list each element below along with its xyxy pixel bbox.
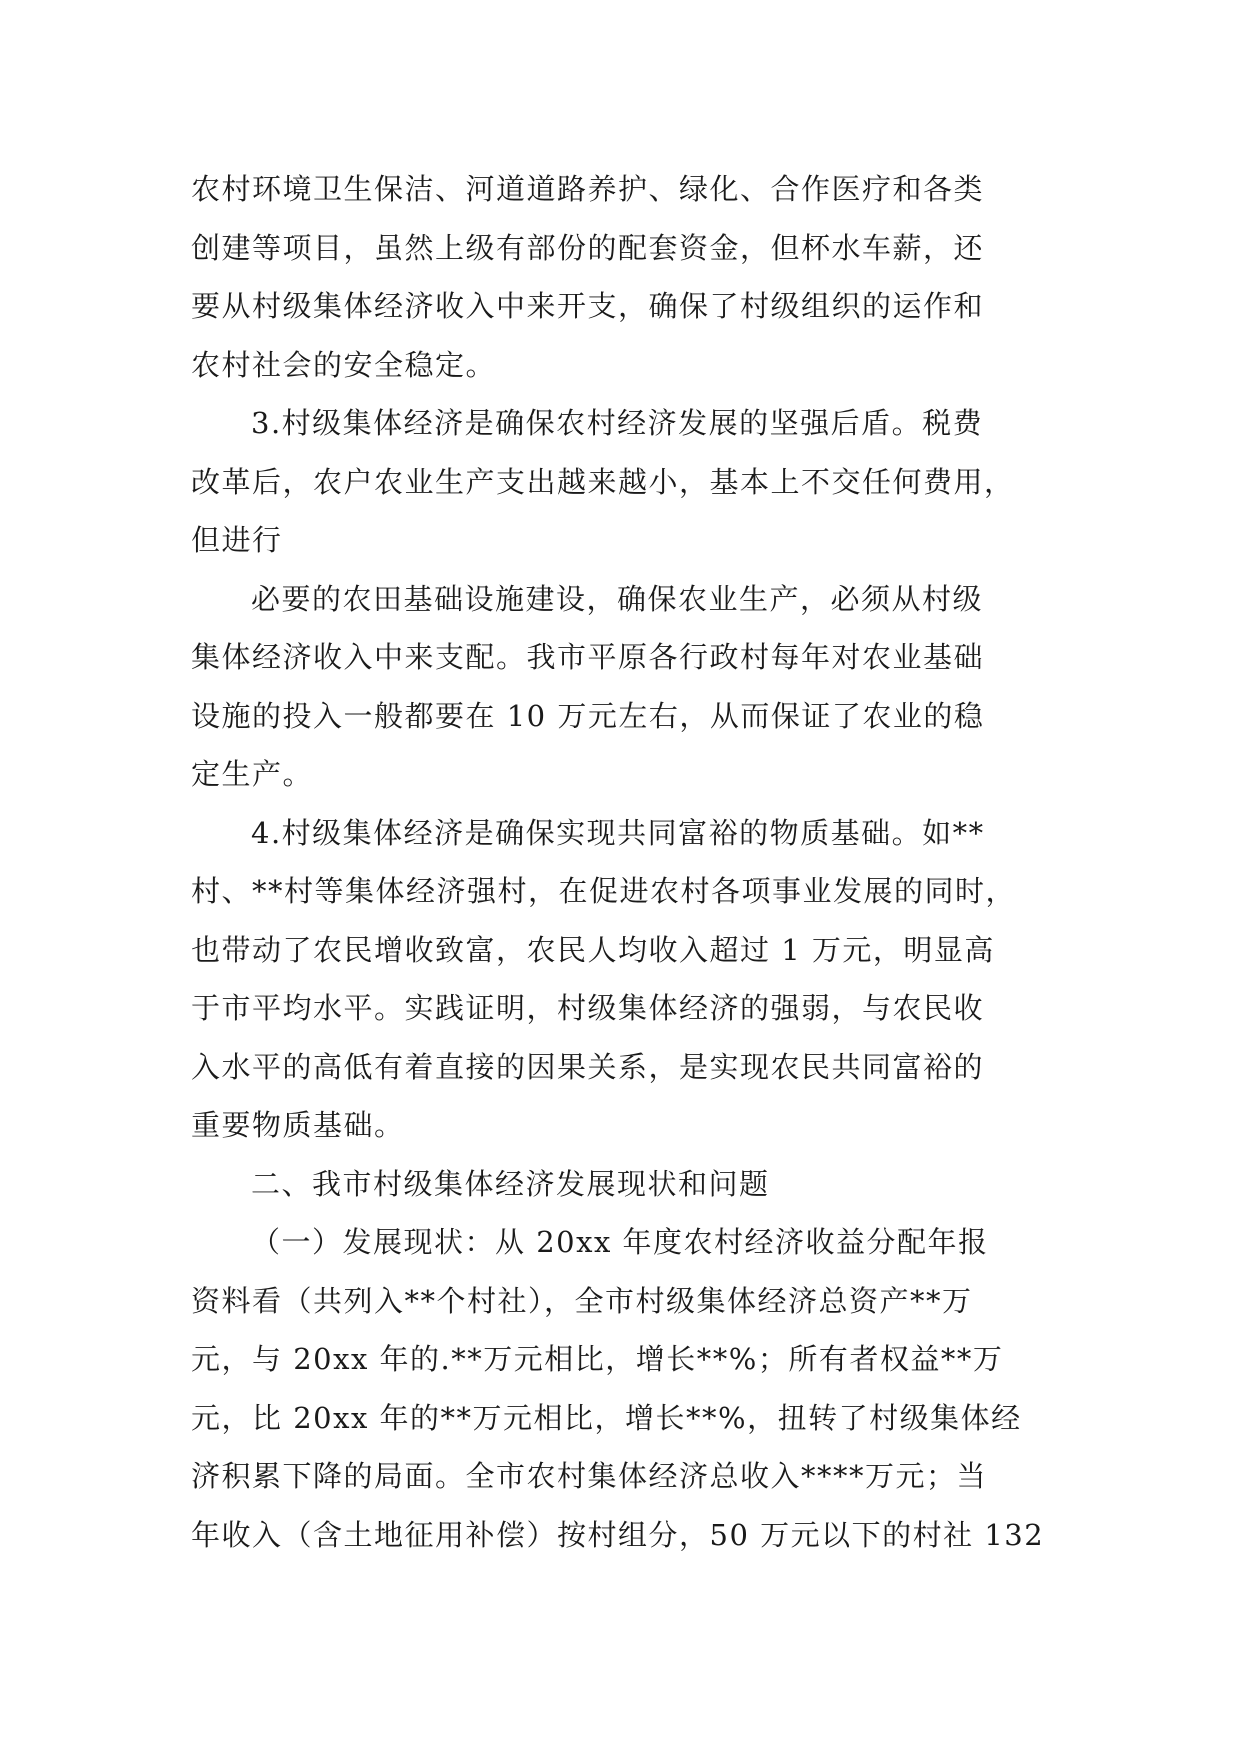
- text-line: 村、**村等集体经济强村，在促进农村各项事业发展的同时，: [191, 874, 1017, 908]
- text-line: 入水平的高低有着直接的因果关系，是实现农民共同富裕的: [191, 1049, 985, 1084]
- text-line: 4.村级集体经济是确保实现共同富裕的物质基础。如**: [251, 815, 985, 850]
- text-line: 创建等项目，虽然上级有部份的配套资金，但杯水车薪，还: [191, 230, 985, 265]
- text-line: 设施的投入一般都要在 10 万元左右，从而保证了农业的稳: [191, 698, 985, 733]
- text-line: 济积累下降的局面。全市农村集体经济总收入****万元；当: [191, 1459, 988, 1493]
- text-line: 但进行: [191, 523, 283, 557]
- text-line: 资料看（共列入**个村社），全市村级集体经济总资产**万: [191, 1283, 973, 1318]
- text-line: 二、我市村级集体经济发展现状和问题: [251, 1166, 770, 1201]
- text-line: （一）发展现状：从 20xx 年度农村经济收益分配年报: [251, 1225, 989, 1259]
- text-line: 重要物质基础。: [191, 1108, 405, 1142]
- text-line: 元，比 20xx 年的**万元相比，增长**%，扭转了村级集体经: [191, 1400, 1022, 1435]
- text-line: 必要的农田基础设施建设，确保农业生产，必须从村级: [251, 581, 984, 616]
- text-line: 改革后，农户农业生产支出越来越小，基本上不交任何费用，: [191, 464, 1015, 499]
- text-line: 集体经济收入中来支配。我市平原各行政村每年对农业基础: [191, 640, 985, 674]
- text-line: 3.村级集体经济是确保农村经济发展的坚强后盾。税费: [251, 406, 984, 440]
- text-line: 年收入（含土地征用补偿）按村组分，50 万元以下的村社 132: [191, 1517, 1045, 1552]
- text-line: 也带动了农民增收致富，农民人均收入超过 1 万元，明显高: [191, 932, 995, 967]
- text-line: 定生产。: [191, 757, 314, 791]
- text-line: 元，与 20xx 年的.**万元相比，增长**%；所有者权益**万: [191, 1342, 1004, 1376]
- document-body: [191, 160, 1051, 1564]
- text-line: 农村环境卫生保洁、河道道路养护、绿化、合作医疗和各类: [191, 172, 985, 206]
- text-line: 于市平均水平。实践证明，村级集体经济的强弱，与农民收: [191, 991, 985, 1025]
- text-line: 农村社会的安全稳定。: [191, 347, 497, 382]
- text-line: 要从村级集体经济收入中来开支，确保了村级组织的运作和: [191, 289, 985, 323]
